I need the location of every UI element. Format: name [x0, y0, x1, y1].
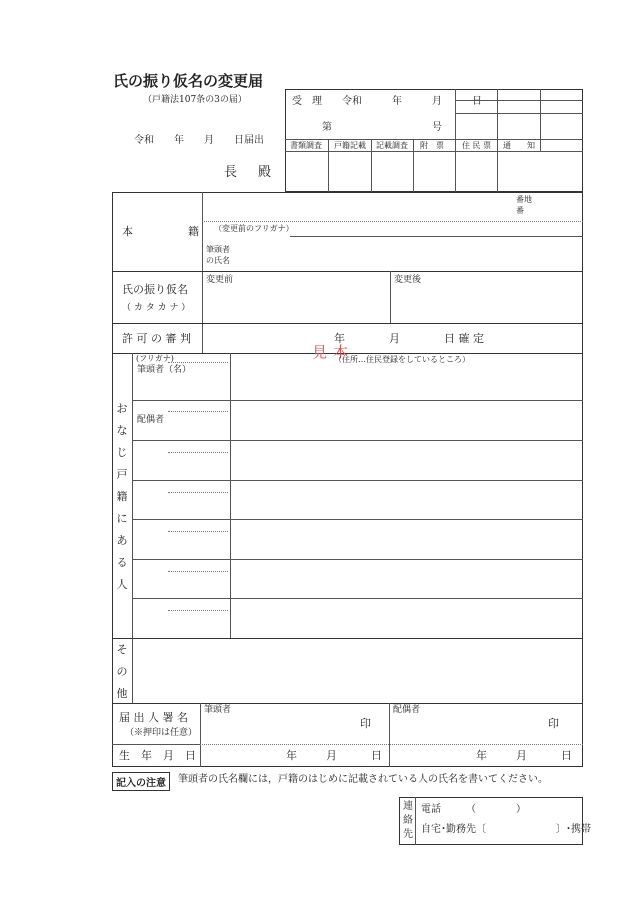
notice-heading: 記入の注意 — [112, 772, 170, 791]
contact-phone[interactable]: 電話 （ ） — [421, 804, 526, 815]
head-name-label-1: 筆頭者 — [206, 245, 230, 254]
member-furigana: (フリガナ) — [136, 354, 174, 363]
same-family-label: お な じ 戸 籍 に あ る 人 — [116, 402, 128, 591]
office-col-6: 通 知 — [503, 141, 535, 150]
ban-label: 番 — [516, 206, 524, 215]
notice-text: 筆頭者の氏名欄には，戸籍のはじめに記載されている人の氏名を書いてください。 — [178, 774, 548, 785]
signature-label: 届 出 人 署 名 — [119, 711, 188, 724]
reception-date: 受 理 令和 年 月 日 — [292, 96, 482, 107]
other-label: そ の 他 — [116, 643, 128, 700]
birth-label: 生 年 月 日 — [119, 749, 196, 762]
sig-head-seal[interactable]: 印 — [360, 717, 371, 730]
honseki-label: 本 籍 — [122, 225, 199, 238]
permission-date: 年 月 日 確 定 — [334, 332, 484, 345]
head-birth-day[interactable]: 日 — [371, 749, 382, 762]
furigana-before-label: （変更前のフリガナ） — [214, 224, 294, 233]
office-col-4: 附 票 — [420, 141, 444, 150]
office-col-1: 書類調査 — [290, 141, 322, 150]
banchi-label: 番地 — [516, 195, 532, 204]
signature-note: （※押印は任意） — [125, 728, 198, 738]
address-note: （住所…住民登録をしているところ） — [334, 355, 470, 364]
contact-home-work[interactable]: 自宅･勤務先〔 〕･携帯 — [421, 824, 591, 835]
sig-head-label: 筆頭者 — [204, 705, 232, 715]
after-label: 変更後 — [394, 275, 422, 285]
office-col-2: 戸籍記載 — [334, 141, 366, 150]
submission-date[interactable]: 令和 年 月 日届出 — [134, 135, 264, 146]
form-subtitle: （戸籍法107条の3の届） — [143, 95, 247, 105]
head-name-label-2: の氏名 — [206, 256, 230, 265]
furigana-label: 氏の振り仮名 — [122, 283, 188, 296]
head-birth-year[interactable]: 年 — [286, 749, 297, 762]
contact-label: 連 絡 先 — [403, 801, 413, 840]
spouse-birth-year[interactable]: 年 — [476, 749, 487, 762]
sig-spouse-seal[interactable]: 印 — [548, 717, 559, 730]
before-label: 変更前 — [206, 275, 234, 285]
head-birth-month[interactable]: 月 — [326, 749, 337, 762]
member-head-label: 筆頭者（名） — [137, 365, 192, 375]
reception-number: 第 号 — [322, 122, 442, 133]
addressee: 長 殿 — [224, 165, 276, 180]
office-col-3: 記載調査 — [376, 141, 408, 150]
sig-spouse-label: 配偶者 — [393, 705, 421, 715]
spouse-birth-day[interactable]: 日 — [561, 749, 572, 762]
spouse-birth-month[interactable]: 月 — [516, 749, 527, 762]
sample-watermark: 見本 — [312, 343, 355, 361]
permission-label: 許 可 の 審 判 — [122, 332, 191, 345]
form-title: 氏の振り仮名の変更届 — [113, 72, 264, 90]
member-spouse-label: 配偶者 — [137, 415, 165, 425]
katakana-label: （ カ タ カ ナ ） — [122, 303, 191, 313]
office-col-5: 住 民 票 — [462, 141, 492, 150]
